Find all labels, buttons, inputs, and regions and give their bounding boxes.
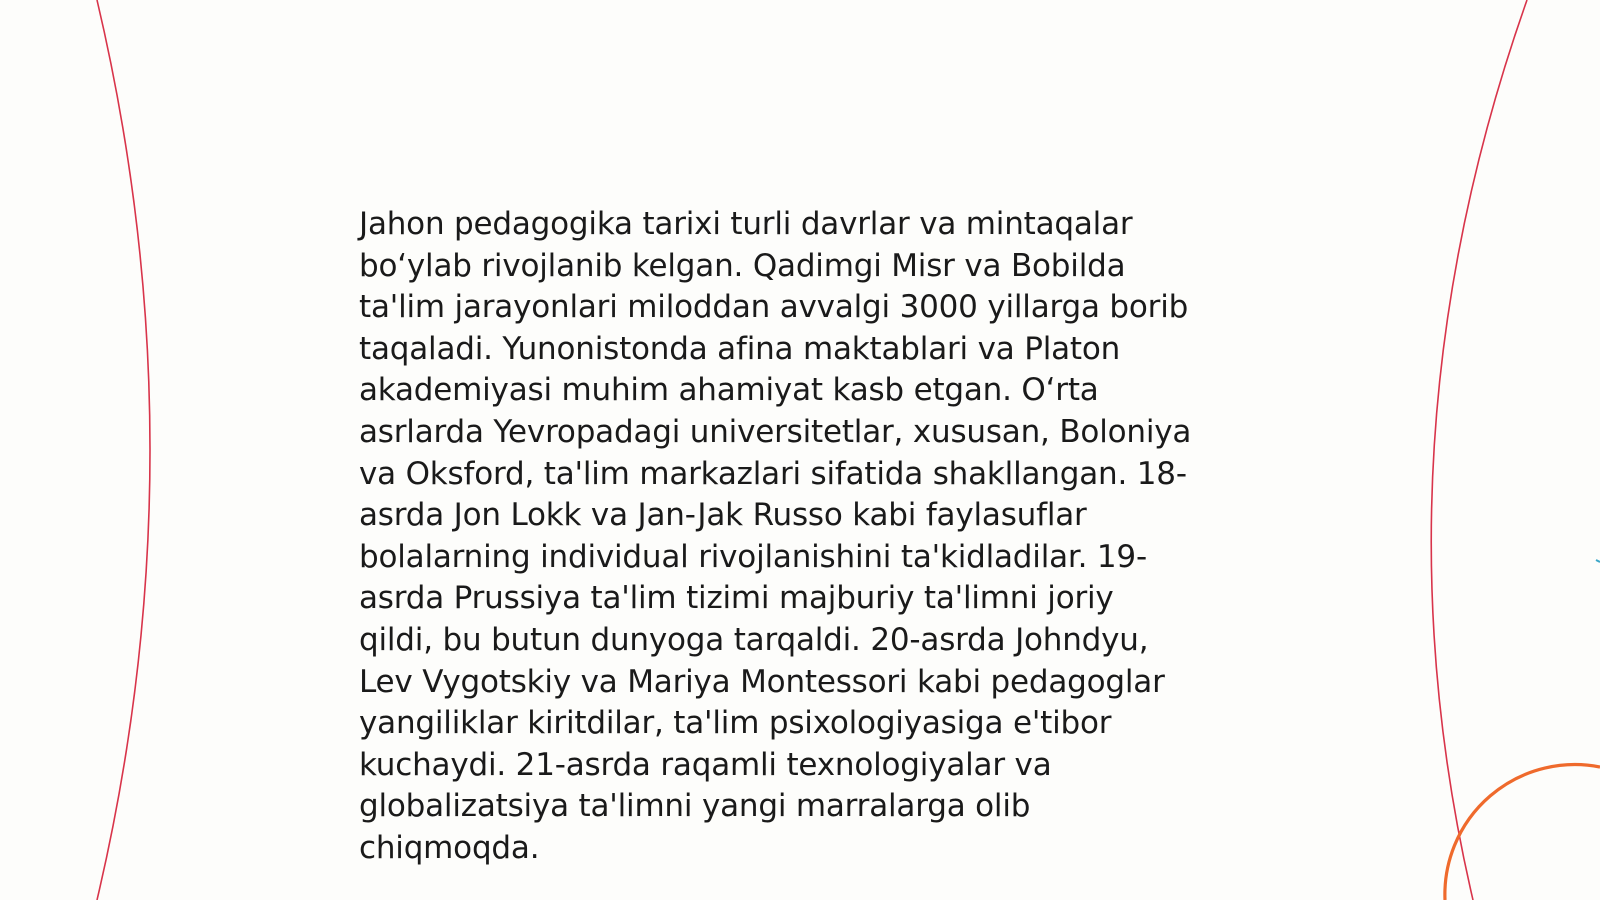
right-arc [1431,0,1527,900]
left-arc [97,0,150,900]
body-text: Jahon pedagogika tarixi turli davrlar va mintaqalar bo‘ylab rivojlanib kelgan. Qadimgi Misr va Bobilda ta'lim jarayonlari miloddan avvalgi 3000 yillarga borib taqaladi. Yunonistonda afina maktablari va Platon akademiyasi muhim ahamiyat kasb etgan. O‘rta asrlarda Yevropadagi universitetlar, xususan, Boloniya va Oksford, ta'lim markazlari sifatida shakllangan. 18- asrda Jon Lokk va Jan-Jak Russo kabi faylasuflar bolalarning individual rivojlanishini ta'kidladilar. 19- asrda Prussiya ta'lim tizimi majburiy ta'limni joriy qildi, bu butun dunyoga tarqaldi. 20-asrda Johndyu, Lev Vygotskiy va Mariya Montessori kabi pedagoglar yangiliklar kiritdilar, ta'lim psixologiyasiga e'tibor kuchaydi. 21-asrda raqamli texnologiyalar va globalizatsiya ta'limni yangi marralarga olib chiqmoqda. [359,206,1192,866]
blue-tick [1596,560,1600,562]
